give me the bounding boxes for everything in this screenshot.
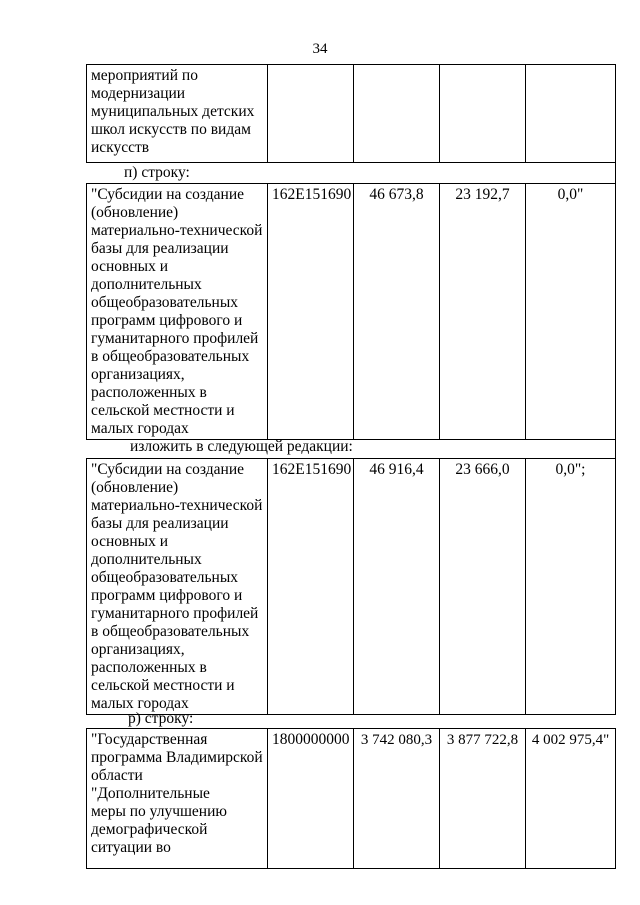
row-name-cell: мероприятий по модернизации муниципальных детских школ искусств по видам искусств (87, 65, 268, 163)
caption-r-row: р) строку: (128, 710, 194, 727)
table-block-original (86, 183, 616, 440)
row-value-1-cell: 3 742 080,3 (354, 729, 440, 869)
row-name-cell: "Субсидии на создание (обновление) материально-технической базы для реализации основных и дополнительных общеобразовательных программ цифрового и гуманитарного профилей в общеобразовательных организациях, расположенных в сельской местности и малых городах (87, 459, 268, 715)
row-value-1-cell: 46 916,4 (354, 459, 440, 715)
caption-edit-instruction: изложить в следующей редакции: (130, 438, 353, 455)
row-code-cell: 162Е151690 (268, 184, 354, 440)
table-right-border (615, 163, 616, 183)
table-row (87, 184, 616, 440)
row-value-3-cell: 0,0" (526, 184, 616, 440)
row-value-2-cell (440, 65, 526, 163)
row-value-3-cell: 4 002 975,4" (526, 729, 616, 869)
row-name-cell: "Государственная программа Владимирской области "Дополнительные меры по улучшению демографической ситуации во (87, 729, 268, 869)
table-row (87, 729, 616, 869)
table-row (87, 65, 616, 163)
table-block-new-edition (86, 458, 616, 715)
caption-p-row: п) строку: (124, 164, 190, 181)
row-code-cell: 162Е151690 (268, 459, 354, 715)
table-block-program (86, 728, 616, 869)
row-code-cell: 1800000000 (268, 729, 354, 869)
row-value-1-cell: 46 673,8 (354, 184, 440, 440)
row-name-cell: "Субсидии на создание (обновление) материально-технической базы для реализации основных и дополнительных общеобразовательных программ цифрового и гуманитарного профилей в общеобразовательных организациях, расположенных в сельской местности и малых городах (87, 184, 268, 440)
row-value-3-cell: 0,0"; (526, 459, 616, 715)
row-value-1-cell (354, 65, 440, 163)
row-value-2-cell: 3 877 722,8 (440, 729, 526, 869)
row-value-2-cell: 23 666,0 (440, 459, 526, 715)
table-row (87, 459, 616, 715)
row-code-cell (268, 65, 354, 163)
table-block-continuation (86, 64, 616, 163)
page-number: 34 (312, 41, 328, 57)
row-value-2-cell: 23 192,7 (440, 184, 526, 440)
row-value-3-cell (526, 65, 616, 163)
table-right-border (615, 437, 616, 458)
